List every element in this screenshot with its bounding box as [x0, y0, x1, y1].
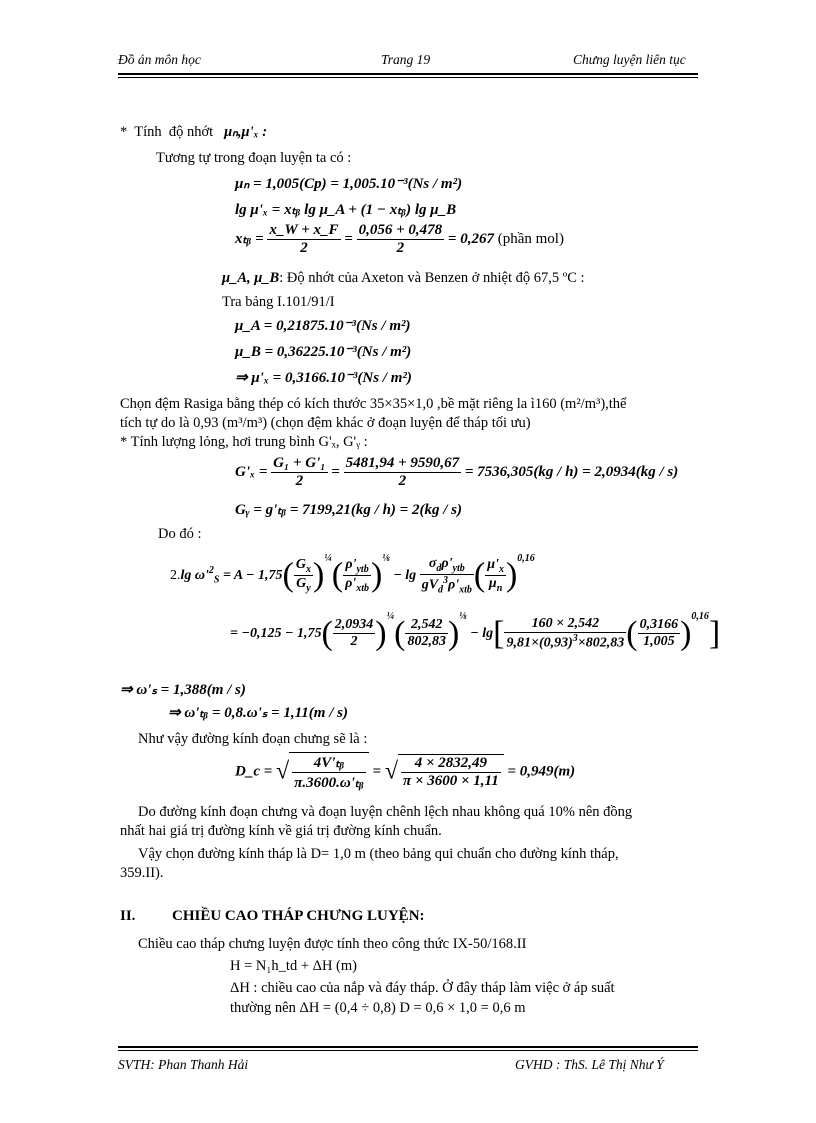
choose-line1: Vậy chọn đường kính tháp là D= 1,0 m (theo bảng qui chuẩn cho đường kính tháp, [138, 846, 619, 862]
eq-gx: G'ₓ = $\frac{\text{G₁ + G'₁}}{2}$ = $\frac{5481,94 + 9590,67}{2}$ = 7536,305(kg / h) = 2,0934(kg / s) [235, 455, 679, 489]
compare-line2: nhất hai giá trị đường kính về giá trị đường kính chuẩn. [120, 823, 442, 839]
section-number: II. [120, 908, 136, 924]
eq-gx-den2: 2 [398, 473, 407, 489]
eq-dc-result: = 0,949(m) [507, 763, 576, 780]
eq-lg-omega: 2.lg $\omega'^2_S = A - 1,75$( $\frac{G_x}{G_y}$ )$^{\frac{1}{4}}$( $\frac{\rho'_{ytb}}{\rho'_{xtb}}$ )$^{\frac{1}{8}}$ − lg $\frac{\sigma_d\rho'_{ytb}}{gV_d^3\rho'_{xtb}}$ ( $\frac{\mu'_x}{\mu_n}$ )$^{0,16}$ [170, 553, 535, 596]
eq-lg-omega-num: = −0,125 − 1,75( $\frac{2,0934}{2}$ )$^{\frac{1}{4}}$( $\frac{2,542}{802,83}$ )$^{\frac{1}{8}}$ − lg[ $\frac{160 \times 2,542}{9,81\times(0,93)^3\times 802,83}$ ( $\frac{0,3166}{1,005}$ )$^{0,16}$] [230, 611, 721, 652]
eq-xtb-frac2 [357, 222, 445, 257]
eq-xtb-result: = 0,267 [447, 230, 494, 247]
section-title: CHIỀU CAO THÁP CHƯNG LUYỆN: [172, 908, 425, 924]
header-rule-thick [118, 73, 698, 75]
eq-xtb-frac1 [267, 222, 340, 257]
height-formula: H = N₁h_td + ΔH (m) [230, 958, 357, 974]
mu-ab-sym: μ_A, μ_B [222, 270, 280, 286]
mu-ab-line [222, 270, 585, 287]
rasiga-line1: Chọn đệm Rasiga bằng thép có kích thước 35×35×1,0 ,bề mặt riêng la ì160 (m²/m³),thể [120, 396, 627, 412]
footer-right: GVHD : ThS. Lê Thị Như Ý [515, 1057, 664, 1072]
eq-dc-den2: π × 3600 × 1,11 [403, 773, 499, 789]
eq-gx-frac2 [344, 455, 462, 490]
header-right: Chưng luyện liên tục [573, 52, 686, 67]
footer-left: SVTH: Phan Thanh Hải [118, 1057, 249, 1072]
table-ref: Tra bảng I.101/91/I [222, 294, 335, 310]
eq-mu-b: μ_B = 0,36225.10⁻³(Ns / m²) [235, 344, 412, 360]
eq-omega-s: ⇒ ω'ₛ = 1,388(m / s) [120, 682, 246, 698]
header-rule-thin [118, 77, 698, 78]
similar-text: Tương tự trong đoạn luyện ta có : [156, 150, 352, 166]
eq-gx-den1: 2 [295, 473, 304, 489]
eq-gy: Gᵧ = g'ₜᵦ = 7199,21(kg / h) = 2(kg / s) [235, 502, 462, 518]
eq-xtb-unit: (phần mol) [497, 230, 564, 247]
eq-lg-mu: lg μ'ₓ = xₜᵦ lg μ_A + (1 − xₜᵦ) lg μ_B [235, 202, 457, 218]
eq-mu-a: μ_A = 0,21875.10⁻³(Ns / m²) [235, 318, 411, 334]
eq-dc-num1: 4V'ₜᵦ [292, 753, 366, 773]
viscosity-heading-sym: μₙ,μ'ₓ : [224, 124, 268, 140]
compare-line1: Do đường kính đoạn chưng và đoạn luyện chênh lệch nhau không quá 10% nên đồng [138, 804, 633, 820]
dh-line2: thường nên ΔH = (0,4 ÷ 0,8) D = 0,6 × 1,0 = 0,6 m [230, 1000, 526, 1016]
eq-dc: D_c = √ $\frac{\text{4V'ₜᵦ}}{\text{π.3600.ω'ₜᵦ}}$ = √ $\frac{4 \times 2832,49}{\pi \times 3600 \times 1,11}$ = 0,949(m) [235, 752, 575, 792]
eq-xtb-den2: 2 [396, 240, 405, 256]
eq-xtb-den1: 2 [300, 240, 308, 256]
eq-gx-frac1 [271, 455, 327, 490]
eq-gx-result: = 7536,305(kg / h) = 2,0934(kg / s) [464, 463, 679, 480]
flow-heading: * Tính lượng lỏng, hơi trung bình G'ₓ, G'ᵧ : [120, 434, 368, 450]
eq-dc-num2: 4 × 2832,49 [401, 755, 501, 773]
eq-xtb: xₜᵦ = $\frac{x\_W + x\_F}{2}$ = $\frac{0,056 + 0,478}{2}$ = 0,267 (phần mol) [235, 222, 564, 256]
eq-xtb-num2: 0,056 + 0,478 [358, 222, 443, 238]
eq-dc-lhs: D_c = [235, 763, 273, 780]
diameter-intro: Như vậy đường kính đoạn chưng sẽ là : [138, 731, 368, 747]
eq-dc-frac1 [292, 753, 366, 792]
eq-mu-n: μₙ = 1,005(Cp) = 1,005.10⁻³(Ns / m²) [235, 176, 463, 192]
viscosity-heading: * Tính độ nhớt μₙ,μ'ₓ : [120, 124, 268, 140]
eq-dc-frac2 [401, 755, 501, 790]
do-do: Do đó : [158, 526, 202, 542]
eq-mu-x: ⇒ μ'ₓ = 0,3166.10⁻³(Ns / m²) [235, 370, 412, 386]
header-center: Trang 19 [381, 52, 431, 67]
eq-gx-lhs: G'ₓ = [235, 463, 268, 480]
dh-line1: ΔH : chiều cao của nắp và đáy tháp. Ở đây tháp làm việc ở áp suất [230, 980, 615, 996]
eq-xtb-num1: x_W + x_F [269, 222, 339, 238]
height-intro: Chiều cao tháp chưng luyện được tính theo công thức IX-50/168.II [138, 936, 527, 952]
eq-gx-num2: 5481,94 + 9590,67 [345, 455, 460, 471]
mu-ab-text: : Độ nhớt của Axeton và Benzen ở nhiệt độ 67,5 ºC : [279, 270, 585, 286]
footer-rule-thick [118, 1046, 698, 1048]
rasiga-line2: tích tự do là 0,93 (m³/m³) (chọn đệm khác ở đoạn luyện để tháp tối ưu) [120, 415, 531, 431]
choose-line2: 359.II). [120, 865, 164, 881]
eq-xtb-lhs: xₜᵦ = [235, 230, 264, 247]
header-left: Đồ án môn học [118, 52, 201, 67]
eq-gx-num1: G₁ + G'₁ [273, 455, 326, 471]
footer-rule-thin [118, 1050, 698, 1051]
eq-dc-den1: π.3600.ω'ₜᵦ [294, 775, 364, 791]
eq-omega-tb: ⇒ ω'ₜᵦ = 0,8.ω'ₛ = 1,11(m / s) [168, 705, 348, 721]
